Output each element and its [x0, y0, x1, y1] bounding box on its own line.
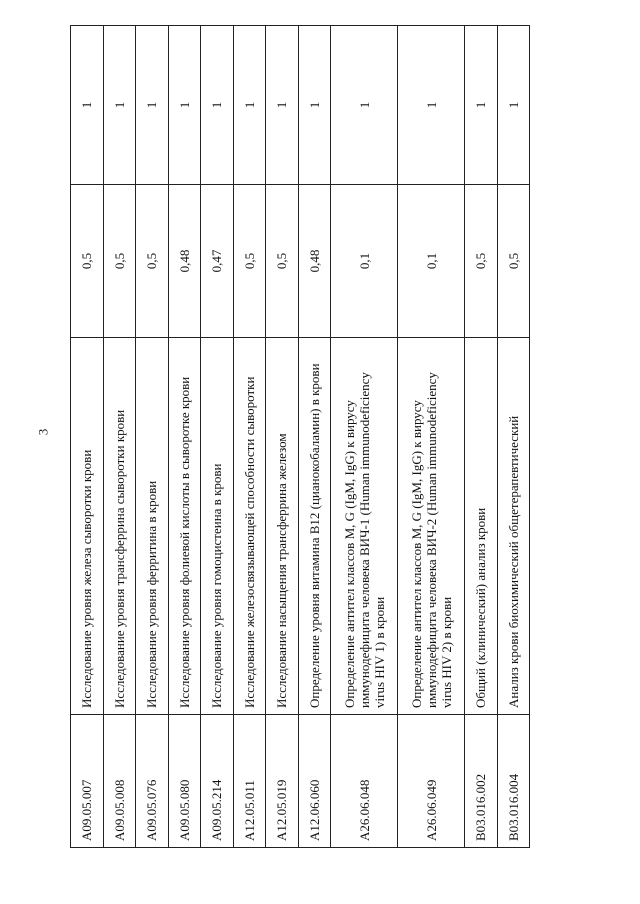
table-row: [168, 26, 201, 848]
multiplicity-value: 1: [168, 26, 201, 185]
service-code: B03.016.004: [497, 715, 530, 848]
frequency-value: 0,47: [201, 185, 234, 338]
table-row: [103, 26, 136, 848]
table-row: [398, 26, 465, 848]
frequency-value: 0,5: [103, 185, 136, 338]
service-name: Исследование уровня фолиевой кислоты в сыворотке крови: [168, 338, 201, 715]
service-code: A09.05.080: [168, 715, 201, 848]
frequency-value: 0,1: [398, 185, 465, 338]
service-name: Общий (клинический) анализ крови: [465, 338, 498, 715]
service-code: A09.05.214: [201, 715, 234, 848]
table-row: [465, 26, 498, 848]
service-code: A12.05.011: [233, 715, 266, 848]
service-code: A09.05.008: [103, 715, 136, 848]
service-name: Исследование насыщения трансферрина железом: [266, 338, 299, 715]
service-name: Исследование железосвязывающей способности сыворотки: [233, 338, 266, 715]
service-code: A09.05.007: [71, 715, 104, 848]
rotated-table-wrapper: [70, 26, 530, 848]
service-name: Исследование уровня железа сыворотки крови: [71, 338, 104, 715]
multiplicity-value: 1: [497, 26, 530, 185]
page-number: 3: [35, 428, 51, 436]
frequency-value: 0,5: [266, 185, 299, 338]
table-row: [233, 26, 266, 848]
table-row: [201, 26, 234, 848]
table-row: [266, 26, 299, 848]
table-row: [71, 26, 104, 848]
service-code: B03.016.002: [465, 715, 498, 848]
frequency-value: 0,5: [497, 185, 530, 338]
service-name: Определение уровня витамина B12 (цианокобаламин) в крови: [298, 338, 331, 715]
frequency-value: 0,5: [233, 185, 266, 338]
table-row: [331, 26, 398, 848]
frequency-value: 0,48: [168, 185, 201, 338]
service-code: A12.06.060: [298, 715, 331, 848]
multiplicity-value: 1: [298, 26, 331, 185]
service-code: A09.05.076: [136, 715, 169, 848]
service-code: A12.05.019: [266, 715, 299, 848]
frequency-value: 0,1: [331, 185, 398, 338]
table-row: [497, 26, 530, 848]
multiplicity-value: 1: [233, 26, 266, 185]
service-name: Определение антител классов M, G (IgM, IgG) к вирусу иммунодефицита человека ВИЧ-1 (Human immunodeficiency virus HIV 1) в крови: [331, 338, 398, 715]
service-name: Анализ крови биохимический общетерапевтический: [497, 338, 530, 715]
service-name: Исследование уровня трансферрина сыворотки крови: [103, 338, 136, 715]
service-name: Исследование уровня ферритина в крови: [136, 338, 169, 715]
table-row: [298, 26, 331, 848]
multiplicity-value: 1: [331, 26, 398, 185]
multiplicity-value: 1: [465, 26, 498, 185]
multiplicity-value: 1: [398, 26, 465, 185]
service-name: Определение антител классов M, G (IgM, IgG) к вирусу иммунодефицита человека ВИЧ-2 (Human immunodeficiency virus HIV 2) в крови: [398, 338, 465, 715]
table-row: [136, 26, 169, 848]
multiplicity-value: 1: [201, 26, 234, 185]
multiplicity-value: 1: [103, 26, 136, 185]
services-table: [70, 25, 530, 848]
frequency-value: 0,5: [465, 185, 498, 338]
frequency-value: 0,5: [136, 185, 169, 338]
frequency-value: 0,48: [298, 185, 331, 338]
multiplicity-value: 1: [71, 26, 104, 185]
multiplicity-value: 1: [266, 26, 299, 185]
service-code: A26.06.048: [331, 715, 398, 848]
multiplicity-value: 1: [136, 26, 169, 185]
frequency-value: 0,5: [71, 185, 104, 338]
service-code: A26.06.049: [398, 715, 465, 848]
service-name: Исследование уровня гомоцистеина в крови: [201, 338, 234, 715]
